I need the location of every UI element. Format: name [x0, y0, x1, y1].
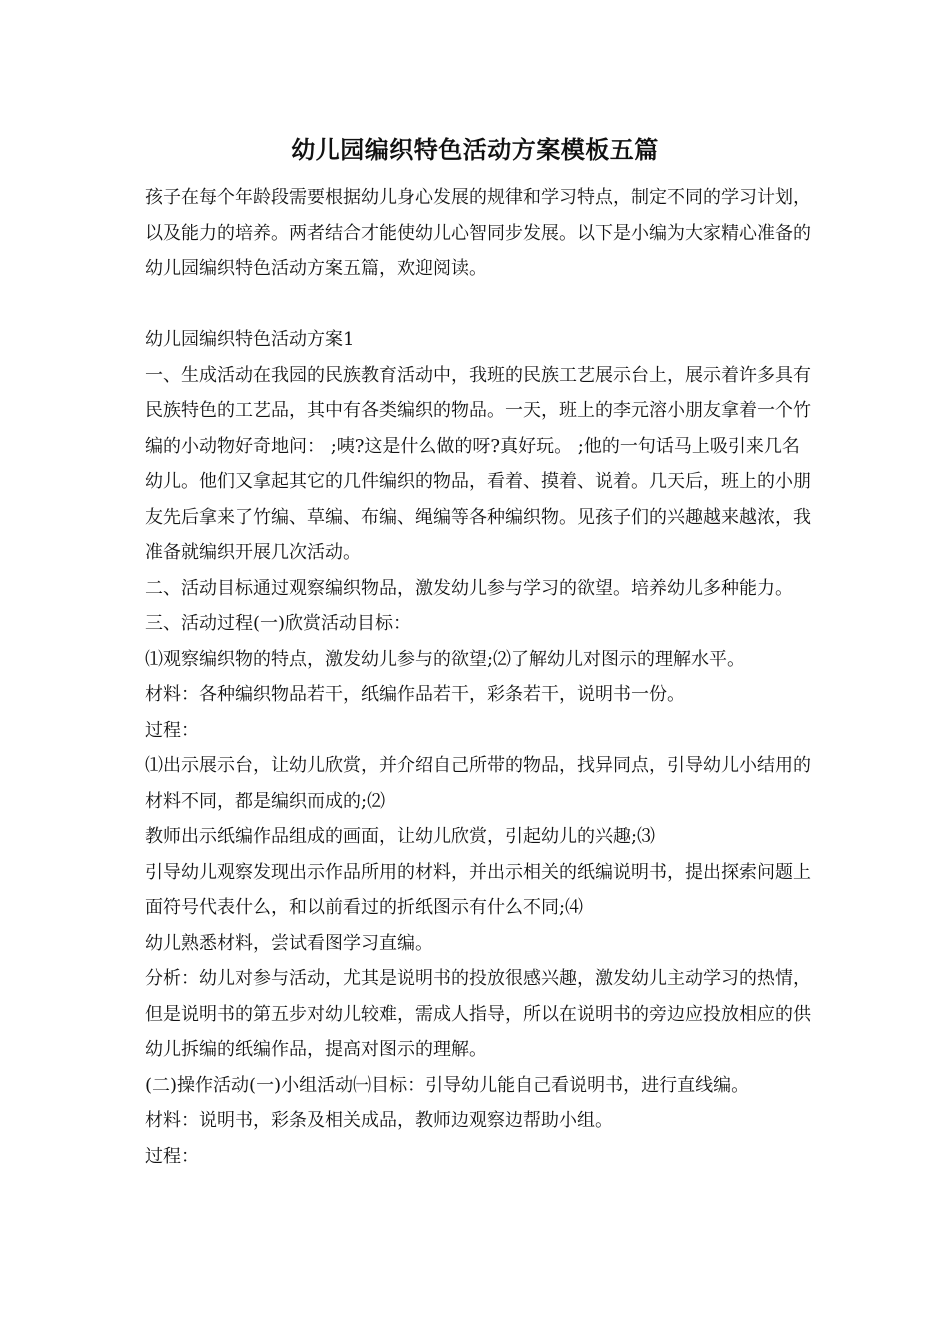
body-paragraph: 教师出示纸编作品组成的画面，让幼儿欣赏，引起幼儿的兴趣;⑶	[145, 826, 656, 847]
paragraph-spacer	[145, 287, 815, 323]
body-paragraph: 二、活动目标通过观察编织物品，激发幼儿参与学习的欲望。培养幼儿多种能力。	[145, 577, 793, 599]
body-paragraph: ⑴观察编织物的特点，激发幼儿参与的欲望;⑵了解幼儿对图示的理解水平。	[145, 648, 746, 670]
body-paragraph: 三、活动过程(一)欣赏活动目标：	[145, 613, 412, 634]
body-paragraph: 一、生成活动在我园的民族教育活动中，我班的民族工艺展示台上，展示着许多具有民族特色的工艺品，其中有各类编织的物品。一天，班上的李元溶小朋友拿着一个竹编的小动物好奇地问： ;咦?这是什么做的呀?真好玩。 ;他的一句话马上吸引来几名幼儿。他们又拿起其它的几件编织的物品，看着、摸着、说着。几天后，班上的小朋友先后拿来了竹编、草编、布编、绳编等各种编织物。见孩子们的兴趣越来越浓，我准备就编织开展几次活动。	[145, 364, 811, 563]
body-paragraph: (二)操作活动(一)小组活动㈠目标：引导幼儿能自己看说明书，进行直线编。	[145, 1074, 750, 1096]
body-paragraph: 材料：各种编织物品若干，纸编作品若干，彩条若干，说明书一份。	[145, 684, 685, 705]
section-heading: 幼儿园编织特色活动方案1	[145, 329, 355, 350]
body-paragraph: 过程：	[145, 719, 199, 741]
intro-paragraph: 孩子在每个年龄段需要根据幼儿身心发展的规律和学习特点，制定不同的学习计划，以及能力的培养。两者结合才能使幼儿心智同步发展。以下是小编为大家精心准备的幼儿园编织特色活动方案五篇，欢迎阅读。	[145, 187, 811, 279]
body-paragraph: 过程：	[145, 1145, 199, 1167]
body-paragraph: 材料：说明书，彩条及相关成品，教师边观察边帮助小组。	[145, 1110, 613, 1131]
body-paragraph: 分析：幼儿对参与活动，尤其是说明书的投放很感兴趣，激发幼儿主动学习的热情，但是说明书的第五步对幼儿较难，需成人指导，所以在说明书的旁边应投放相应的供幼儿拆编的纸编作品，提高对图示的理解。	[145, 968, 811, 1060]
body-paragraph: 幼儿熟悉材料，尝试看图学习直编。	[145, 932, 433, 954]
body-paragraph: ⑴出示展示台，让幼儿欣赏，并介绍自己所带的物品，找异同点，引导幼儿小结用的材料不同，都是编织而成的;⑵	[145, 755, 811, 812]
document-body	[145, 180, 815, 1174]
body-paragraph: 引导幼儿观察发现出示作品所用的材料，并出示相关的纸编说明书，提出探索问题上面符号代表什么，和以前看过的折纸图示有什么不同;⑷	[145, 861, 811, 918]
document-title: 幼儿园编织特色活动方案模板五篇	[291, 135, 659, 164]
